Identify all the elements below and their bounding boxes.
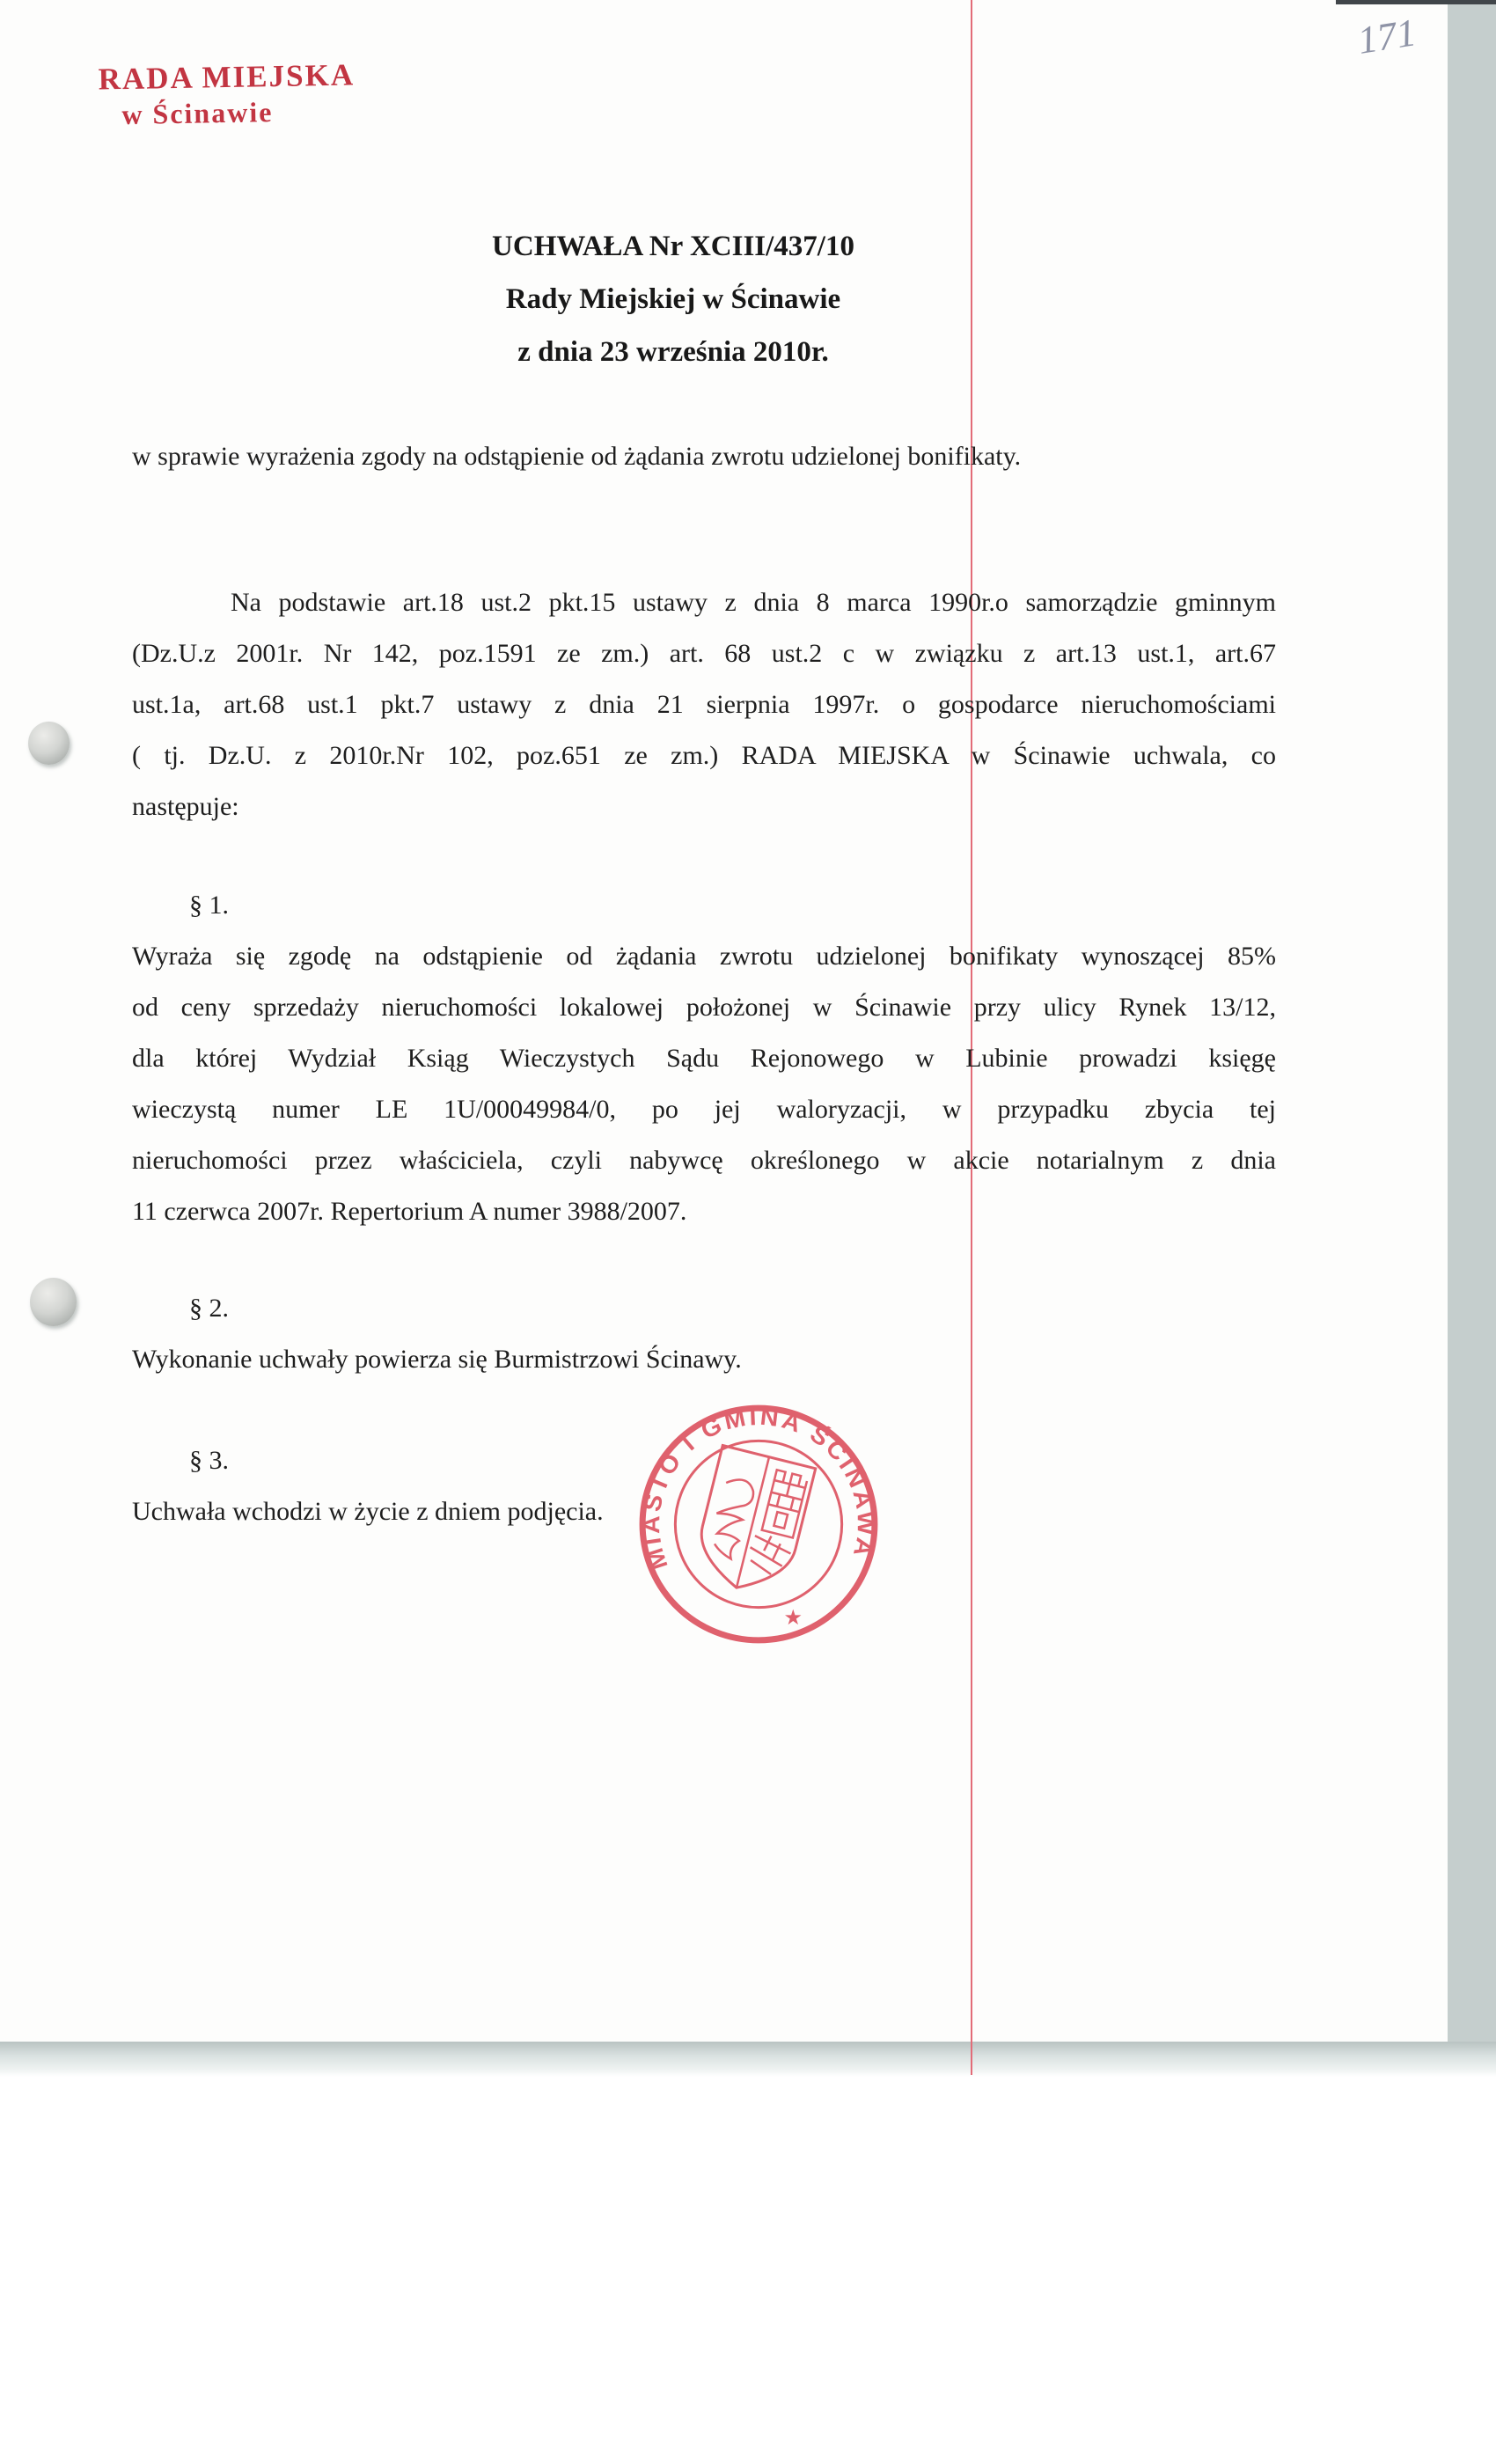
scanner-background-strip [1448,0,1496,2075]
text-line: od ceny sprzedaży nieruchomości lokalowej położonej w Ścinawie przy ulicy Rynek 13/12, [132,993,1276,1022]
eagle-figure [707,1476,756,1560]
header-stamp-line1: RADA MIEJSKA [98,57,356,97]
text-line: ust.1a, art.68 ust.1 pkt.7 ustawy z dnia 21 sierpnia 1997r. o gospodarce nieruchomościami [132,690,1276,719]
paper-bottom-edge [0,2042,1496,2077]
seal-ring-text: MIASTO I GMINA ŚCINAWA [637,1402,880,1573]
section-2-body [132,1334,1276,1385]
text-line: Na podstawie art.18 ust.2 pkt.15 ustawy z dnia 8 marca 1990r.o samorządzie gminnym [231,588,1276,617]
title-line2: Rady Miejskiej w Ścinawie [505,283,841,315]
punch-hole [28,722,70,765]
section-2-label: § 2. [189,1294,229,1323]
text-line: Wyraża się zgodę na odstąpienie od żądania zwrotu udzielonej bonifikaty wynoszącej 85% [132,942,1276,971]
coat-of-arms [690,1446,816,1600]
section-2 [132,1283,1276,1385]
section-1-label: § 1. [189,891,229,920]
punch-hole [30,1278,77,1326]
tower-figure [745,1468,810,1578]
text-line: 11 czerwca 2007r. Repertorium A numer 3988/2007. [132,1197,687,1226]
council-header-stamp [98,57,356,131]
text-line: (Dz.U.z 2001r. Nr 142, poz.1591 ze zm.) art. 68 ust.2 c w związku z art.13 ust.1, art.67 [132,639,1276,668]
handwritten-page-number: 171 [1354,11,1419,62]
resolution-subject: w sprawie wyrażenia zgody na odstąpienie od żądania zwrotu udzielonej bonifikaty. [132,442,1022,471]
section-1-body [132,931,1276,1237]
text-line: ( tj. Dz.U. z 2010r.Nr 102, poz.651 ze zm.) RADA MIEJSKA w Ścinawie uchwala, co [132,741,1276,770]
section-1 [132,880,1276,1237]
section-3-label: § 3. [189,1446,229,1475]
municipal-round-seal [630,1396,887,1653]
legal-basis-paragraph [132,577,1276,832]
title-line1: UCHWAŁA Nr XCIII/437/10 [492,231,854,262]
text-line: nieruchomości przez właściciela, czyli nabywcę określonego w akcie notarialnym z dnia [132,1146,1276,1175]
text-line: następuje: [132,792,239,821]
text-line: Uchwała wchodzi w życie z dniem podjęcia. [132,1497,604,1526]
seal-star-icon: ★ [783,1605,803,1630]
text-line: dla której Wydział Ksiąg Wieczystych Sądu Rejonowego w Lubinie prowadzi księgę [132,1044,1276,1073]
resolution-title [132,220,1214,378]
text-line: Wykonanie uchwały powierza się Burmistrzowi Ścinawy. [132,1345,742,1374]
title-line3: z dnia 23 września 2010r. [517,336,829,368]
scan-top-edge [1336,0,1496,4]
header-stamp-line2: w Ścinawie [121,96,274,131]
text-line: wieczystą numer LE 1U/00049984/0, po jej waloryzacji, w przypadku zbycia tej [132,1095,1276,1124]
